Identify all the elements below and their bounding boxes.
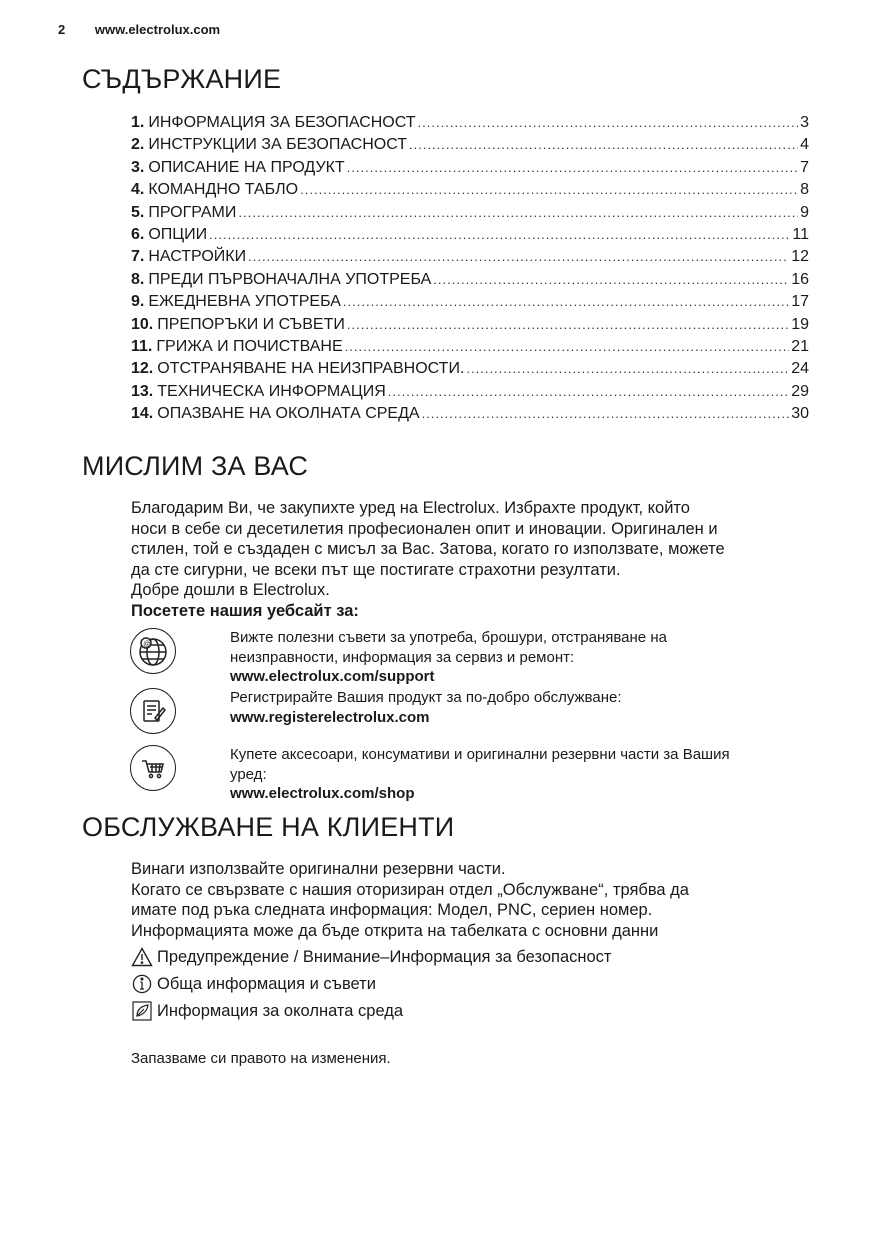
toc-entry-title: ГРИЖА И ПОЧИСТВАНЕ <box>156 337 343 355</box>
toc-entry-title: ОПАЗВАНЕ НА ОКОЛНАТА СРЕДА <box>157 405 420 423</box>
toc-leader-dots <box>422 403 790 425</box>
toc-entry-page: 12 <box>791 248 809 266</box>
toc-entry-page: 7 <box>800 158 809 176</box>
toc-entry-number: 7. <box>131 248 145 266</box>
toc-entry[interactable] <box>131 358 809 380</box>
toc-entry-page: 24 <box>791 360 809 378</box>
toc-leader-dots <box>347 157 798 179</box>
toc-entry-title: ПРЕДИ ПЪРВОНАЧАЛНА УПОТРЕБА <box>148 270 432 288</box>
paragraph-line: носи в себе си десетилетия професионален опит и иновации. Оригинален и <box>131 519 718 538</box>
toc-entry-page: 8 <box>800 181 809 199</box>
toc-leader-dots <box>300 179 798 201</box>
welcome-paragraph <box>131 498 821 622</box>
support-text-line: Вижте полезни съвети за употреба, брошури, отстраняване на <box>230 629 667 646</box>
toc-entry[interactable] <box>131 314 809 336</box>
toc-entry[interactable] <box>131 202 809 224</box>
toc-leader-dots <box>409 134 798 156</box>
customer-care-paragraph <box>131 859 821 941</box>
toc-entry[interactable] <box>131 381 809 403</box>
toc-entry-number: 4. <box>131 181 145 199</box>
shop-text-line: Купете аксесоари, консумативи и оригинални резервни части за Вашия <box>230 746 730 763</box>
page-header <box>58 22 220 37</box>
toc-entry-page: 30 <box>791 405 809 423</box>
symbol-label: Предупреждение / Внимание–Информация за безопасност <box>157 947 612 966</box>
symbol-legend-warning <box>131 946 612 968</box>
symbol-legend-environment <box>131 1000 403 1022</box>
toc-entry-title: ПРЕПОРЪКИ И СЪВЕТИ <box>157 315 345 333</box>
page-number: 2 <box>58 22 66 37</box>
toc-entry-number: 2. <box>131 136 145 154</box>
toc-entry-number: 12. <box>131 360 154 378</box>
symbol-label: Информация за околната среда <box>157 1001 404 1020</box>
paragraph-line: Добре дошли в Electrolux. <box>131 581 330 600</box>
toc-entry-title: ПРОГРАМИ <box>148 203 237 221</box>
toc-leader-dots <box>209 224 790 246</box>
shopping-cart-icon <box>130 745 176 791</box>
thinking-of-you-title: МИСЛИМ ЗА ВАС <box>82 451 309 481</box>
register-form-icon <box>130 688 176 734</box>
leaf-icon <box>131 1000 153 1022</box>
info-circle-icon <box>131 973 153 995</box>
shop-text-line: уред: <box>230 765 267 783</box>
paragraph-line: Благодарим Ви, че закупихте уред на Electrolux. Избрахте продукт, който <box>131 499 690 517</box>
toc-leader-dots <box>418 112 799 134</box>
visit-website-label: Посетете нашия уебсайт за: <box>131 601 359 620</box>
support-text-line: неизправности, информация за сервиз и ремонт: <box>230 648 575 666</box>
warning-triangle-icon <box>131 946 153 968</box>
symbol-legend-info <box>131 973 376 995</box>
toc-entry-number: 13. <box>131 382 154 400</box>
toc-leader-dots <box>345 336 790 358</box>
paragraph-line: Когато се свързвате с нашия оторизиран отдел „Обслужване“, трябва да <box>131 880 689 899</box>
toc-entry-page: 9 <box>800 203 809 221</box>
toc-entry-number: 14. <box>131 405 154 423</box>
toc-leader-dots <box>388 381 789 403</box>
toc-entry-title: ЕЖЕДНЕВНА УПОТРЕБА <box>148 293 341 311</box>
paragraph-line: стилен, той е създаден с мисъл за Вас. Затова, когато го използвате, можете <box>131 540 725 559</box>
toc-entry-page: 21 <box>791 337 809 355</box>
toc-entry-number: 6. <box>131 225 145 243</box>
toc-leader-dots <box>466 358 789 380</box>
toc-entry[interactable] <box>131 246 809 268</box>
register-url-link[interactable]: www.registerelectrolux.com <box>230 708 430 726</box>
toc-title: СЪДЪРЖАНИЕ <box>82 64 282 94</box>
toc-entry[interactable] <box>131 224 809 246</box>
toc-entry[interactable] <box>131 179 809 201</box>
globe-help-icon <box>130 628 176 674</box>
toc-entry[interactable] <box>131 336 809 358</box>
toc-entry-number: 3. <box>131 158 145 176</box>
toc-entry[interactable] <box>131 134 809 156</box>
paragraph-line: имате под ръка следната информация: Модел, PNC, сериен номер. <box>131 901 653 920</box>
toc-entry-number: 8. <box>131 270 145 288</box>
toc-entry-page: 16 <box>791 270 809 288</box>
toc-entry-page: 29 <box>791 382 809 400</box>
toc-entry-title: ОТСТРАНЯВАНЕ НА НЕИЗПРАВНОСТИ. <box>157 360 465 378</box>
toc-entry-title: ИНФОРМАЦИЯ ЗА БЕЗОПАСНОСТ <box>148 114 416 131</box>
customer-care-title: ОБСЛУЖВАНЕ НА КЛИЕНТИ <box>82 812 455 842</box>
toc-entry-number: 10. <box>131 315 154 333</box>
toc-entry-number: 5. <box>131 203 145 221</box>
toc-entry-title: ТЕХНИЧЕСКА ИНФОРМАЦИЯ <box>157 382 386 400</box>
toc-entry-number: 9. <box>131 293 145 311</box>
rights-note: Запазваме си правото на изменения. <box>131 1050 391 1067</box>
toc-entry-page: 11 <box>792 225 809 243</box>
toc-entry[interactable] <box>131 157 809 179</box>
toc-entry-title: ОПЦИИ <box>148 225 208 243</box>
toc-leader-dots <box>343 291 789 313</box>
toc-entry[interactable] <box>131 291 809 313</box>
toc-entry-page: 19 <box>791 315 809 333</box>
toc-leader-dots <box>238 202 798 224</box>
toc-leader-dots <box>248 246 789 268</box>
register-text-line: Регистрирайте Вашия продукт за по-добро обслужване: <box>230 689 622 706</box>
website-url[interactable]: www.electrolux.com <box>94 22 221 37</box>
paragraph-line: да сте сигурни, че всеки път ще постигате страхотни резултати. <box>131 560 621 579</box>
toc-leader-dots <box>347 314 789 336</box>
shop-url-link[interactable]: www.electrolux.com/shop <box>230 785 415 802</box>
toc-entry-title: НАСТРОЙКИ <box>148 248 247 266</box>
toc-entry[interactable] <box>131 403 809 425</box>
toc-entry[interactable] <box>131 269 809 291</box>
toc-entry-title: ОПИСАНИЕ НА ПРОДУКТ <box>148 158 345 176</box>
toc-entry-number: 1. <box>131 114 145 131</box>
toc-leader-dots <box>433 269 789 291</box>
toc-entry-title: КОМАНДНО ТАБЛО <box>148 181 299 199</box>
toc-entry-page: 3 <box>800 114 809 131</box>
toc-entry-page: 4 <box>800 136 809 154</box>
toc-entry-page: 17 <box>791 293 809 311</box>
toc-entry-number: 11. <box>131 337 153 355</box>
toc-entry-title: ИНСТРУКЦИИ ЗА БЕЗОПАСНОСТ <box>148 136 407 154</box>
paragraph-line: Информацията може да бъде открита на табелката с основни данни <box>131 921 659 940</box>
toc-entry[interactable] <box>131 112 809 134</box>
table-of-contents <box>131 112 809 425</box>
symbol-label: Обща информация и съвети <box>157 974 376 993</box>
svg-text:@: @ <box>143 641 151 648</box>
paragraph-line: Винаги използвайте оригинални резервни части. <box>131 860 506 878</box>
support-url-link[interactable]: www.electrolux.com/support <box>230 668 435 685</box>
